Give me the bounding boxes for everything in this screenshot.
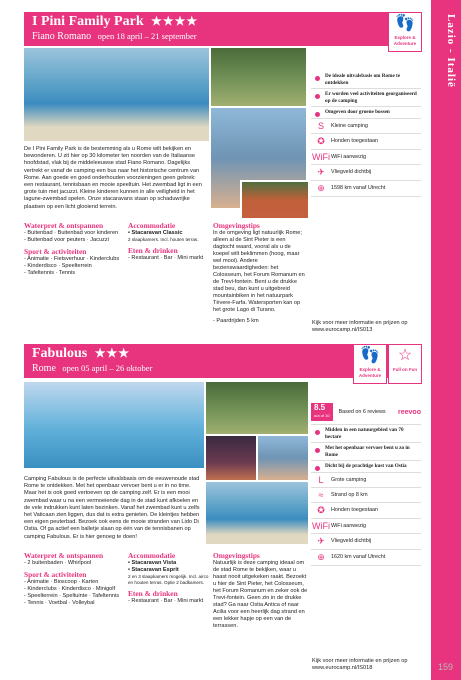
camp2-sport-item: - Speelterrein · Speltuinte · Tafeltennis [24, 593, 120, 599]
camp2-sport-item: - Tennis · Voetbal · Volleybal [24, 600, 95, 606]
camp2-tips-text: Natuurlijk is deze camping ideaal om de stad Rome te bekijken, waar u haast nooit uitgekeken raakt. Bezoekt u hier de Sint Pieter, het Colosseum, het Forum Romanum en zeker ook de Trevi-fontein. Geen zin in de drukke stad? Ga naar Ostia Antica of naar Acilia voor een heerlijk dag strand en een lekker hapje op een van de terrassen. [213, 560, 308, 629]
camp1-highlight: De ideale uitvalsbasis om Rome te ontdekken [311, 71, 421, 89]
camp2-location: Rome [32, 363, 56, 374]
camp1-highlight: Er worden veel activiteiten georganiseerd op de camping [311, 89, 421, 107]
camp1-photo-park [211, 48, 306, 106]
camp1-badge-explore: 👣 Explore & Adventure [388, 12, 422, 52]
camp1-feature: ✈ Vliegveld dichtbij [311, 165, 421, 181]
camp1-water-item: - Buitenbad voor peuters · Jacuzzi [24, 237, 109, 243]
camp1-sport-item: - Animatie · Fietsverhuur · Kinderclubs [24, 256, 120, 262]
star-outline-icon: ☆ [397, 347, 413, 364]
camp1-feature: S Kleine camping [311, 119, 421, 134]
camp1-info-panel [311, 71, 421, 197]
camp1-highlight: Omgeven door groene bossen [311, 107, 421, 119]
camp2-rating [311, 400, 421, 425]
camp2-sport-heading: Sport & activiteiten [24, 570, 87, 579]
camp1-tips-footer: - Paardrijden 5 km [213, 318, 259, 324]
camp1-feature: ⊕ 1598 km vanaf Utrecht [311, 181, 421, 197]
wifi-icon: WiFi [312, 151, 330, 162]
camp2-photo-play [206, 482, 308, 544]
dog-icon: ✪ [317, 504, 325, 515]
camp1-col-mid [128, 222, 210, 262]
camp2-col-mid [128, 552, 210, 605]
camp2-accom-item: • Stacaravan Esprit [128, 567, 179, 573]
car-icon: ⊕ [317, 182, 325, 193]
camp2-sport-item: - Animatie · Bioscoop · Karten [24, 579, 99, 585]
camp2-info-panel [311, 400, 421, 566]
camp1-subtitle [32, 31, 197, 42]
dog-icon: ✪ [317, 135, 325, 146]
camp1-dates: open 18 april – 21 september [97, 31, 197, 41]
camp2-more-info: Kijk voor meer informatie en prijzen op www.eurocamp.nl/IS018 [312, 658, 408, 671]
camp2-badge-explore: 👣 Explore & Adventure [353, 344, 387, 384]
camp1-sport-heading: Sport & activiteiten [24, 247, 87, 256]
camp2-photo-night [206, 436, 256, 480]
region-label: Lazio - Italië [445, 14, 457, 88]
camp1-eat-item: - Restaurant · Bar · Mini markt [128, 255, 204, 261]
camp2-sport-item: - Kinderclubs · Kinderdisco · Minigolf [24, 586, 116, 592]
camp2-eat-heading: Eten & drinken [128, 589, 178, 598]
camp2-dates: open 05 april – 26 oktober [62, 363, 153, 373]
camp1-water-item: - Buitenbad · Buitenbad voor kinderen [24, 230, 119, 236]
rating-score: 8.5 out of 10 [311, 403, 333, 421]
size-icon: L [318, 474, 324, 485]
camp1-water-heading: Waterpret & ontspannen [24, 221, 104, 230]
camp1-location: Fiano Romano [32, 31, 92, 42]
camp1-sport-item: - Tafeltennis · Tennis [24, 270, 76, 276]
camp1-feature: WiFi WiFi aanwezig [311, 150, 421, 165]
camp2-highlight: Met het openbaar vervoer bent u zo in Rome [311, 443, 421, 461]
camp2-badge-fun: ☆ Full on Fun [388, 344, 422, 384]
camp2-intro: Camping Fabulous is de perfecte uitvalsbasis om de eeuwenoude stad Rome te ontdekken. Met het openbaar vervoer bent u er in no time. Maar het is ook goed vertoeven op de camping zelf. Er is een mooi zwembad waar u na een vermoeiende dag in de stad kunt afkoelen en de vele indrukken kunt laten bezinken. Vanaf het zwembad kunt u zelfs het Vaticaan zien liggen, dus dat is extra genieten. De kleintjes hebben een eigen peuterbad. Bezoek ook eens de mooie stranden van Lido Di Ostia. Of ga actief een balletje slaan op één van de tennisbanen op camping Fabulous. Er is hier genoeg te doen! [24, 476, 200, 540]
camp1-col-left [24, 222, 129, 277]
camp1-col-tips [213, 222, 308, 325]
camp2-photo-kids [258, 436, 308, 480]
camp2-col-left [24, 552, 129, 607]
camp2-feature: ✈ Vliegveld dichtbij [311, 534, 421, 550]
page-number: 159 [437, 662, 453, 672]
camp2-tips-heading: Omgevingstips [213, 551, 260, 560]
camp2-water-heading: Waterpret & ontspannen [24, 551, 104, 560]
camp1-accom-note: 2 slaapkamers. Incl. houten terras. [128, 237, 199, 242]
camp2-highlight: Dicht bij de prachtige kust van Ostia [311, 461, 421, 473]
camp1-accom-heading: Accommodatie [128, 221, 176, 230]
camp1-title-row [32, 14, 198, 30]
rating-reviews: Based on 6 reviews [338, 408, 386, 415]
camp2-feature: WiFi WiFi aanwezig [311, 519, 421, 534]
camp2-feature: ⊕ 1620 km vanaf Utrecht [311, 550, 421, 566]
camp2-highlight: Midden in een natuurgebied van 70 hectare [311, 425, 421, 443]
camp1-intro: De I Pini Family Park is de bestemming als u Rome wilt bekijken en bewonderen. U zit hier op 30 kilometer ten noorden van de Italiaanse hoofdstad, vlak bij de middeleeuwse stad Fiano Romano. Dagelijks vertrekt er vanaf de camping een bus naar het historische centrum van Rome. Aan goede en goed onderhouden voorzieningen geen gebrek: een restaurant, tennisbaan en mooie speeltuin. Het zwembad ligt in een grote tuin met jacuzzi. Kleine kinderen kunnen in alle veiligheid in het lagune-zwembad spelen. Onze stacaravans staan op schaduwrijke plaatsen op een licht glooiend terrein. [24, 146, 202, 210]
beach-icon: ≈ [318, 489, 324, 500]
region-band [431, 0, 461, 680]
camp1-sport-item: - Kinderdisco · Speelterrein [24, 263, 92, 269]
camp1-feature: ✪ Honden toegestaan [311, 134, 421, 150]
camp1-header [24, 12, 389, 46]
camp2-eat-item: - Restaurant · Bar · Mini markt [128, 598, 204, 604]
camp2-feature: ≈ Strand op 8 km [311, 488, 421, 503]
camp2-photo-park [206, 382, 308, 434]
camp2-feature: L Grote camping [311, 473, 421, 488]
camp2-accom-note: 2 en 3 slaapkamers mogelijk. Incl. airco en houten terras. Optie 2 badkamers. [128, 574, 209, 585]
camp2-accom-item: • Stacaravan Vista [128, 560, 177, 566]
reevoo-logo: reevoo [398, 408, 421, 416]
camp2-title-row [32, 346, 130, 362]
camp2-header [24, 344, 389, 378]
camp1-stars: ★★★★ [151, 14, 199, 28]
camp2-water-item: - 2 buitenbaden · Whirlpool [24, 560, 92, 566]
plane-icon: ✈ [317, 166, 325, 177]
camp2-title: Fabulous [32, 346, 88, 361]
wifi-icon: WiFi [312, 520, 330, 531]
camp1-eat-heading: Eten & drinken [128, 246, 178, 255]
camp1-tips-text: In de omgeving ligt natuurlijk Rome; alleen al de Sint Pieter is een dagtocht waard, vooral als u de koepel wilt beklimmen (hoog, maar wel mooi). Andere bezienswaardigheden: het Colosseum, het Forum Romanum en de Trevi-fontein. Bent u de drukke stad beu, dan kunt u uitgebreid mountainbiken in het natuurpark Tèvere-Farfa. Watersporten kan op het grote Lago di Turano. [213, 230, 305, 313]
camp2-col-tips [213, 552, 308, 630]
camp1-photo-tennis [240, 180, 310, 220]
footprint-icon: 👣 [395, 15, 415, 32]
camp1-photo-pool [24, 48, 209, 141]
plane-icon: ✈ [317, 535, 325, 546]
camp1-more-info: Kijk voor meer informatie en prijzen op www.eurocamp.nl/IS013 [312, 320, 408, 333]
camp2-subtitle [32, 363, 152, 374]
camp1-accom-item: • Stacaravan Classic [128, 230, 183, 236]
camp2-feature: ✪ Honden toegestaan [311, 503, 421, 519]
camp2-accom-heading: Accommodatie [128, 551, 176, 560]
footprint-icon: 👣 [360, 347, 380, 364]
car-icon: ⊕ [317, 551, 325, 562]
camp1-title: I Pini Family Park [32, 14, 144, 29]
camp1-tips-heading: Omgevingstips [213, 221, 260, 230]
camp2-stars: ★★★ [94, 346, 131, 360]
camp2-photo-pool [24, 382, 204, 468]
size-icon: S [317, 120, 324, 131]
